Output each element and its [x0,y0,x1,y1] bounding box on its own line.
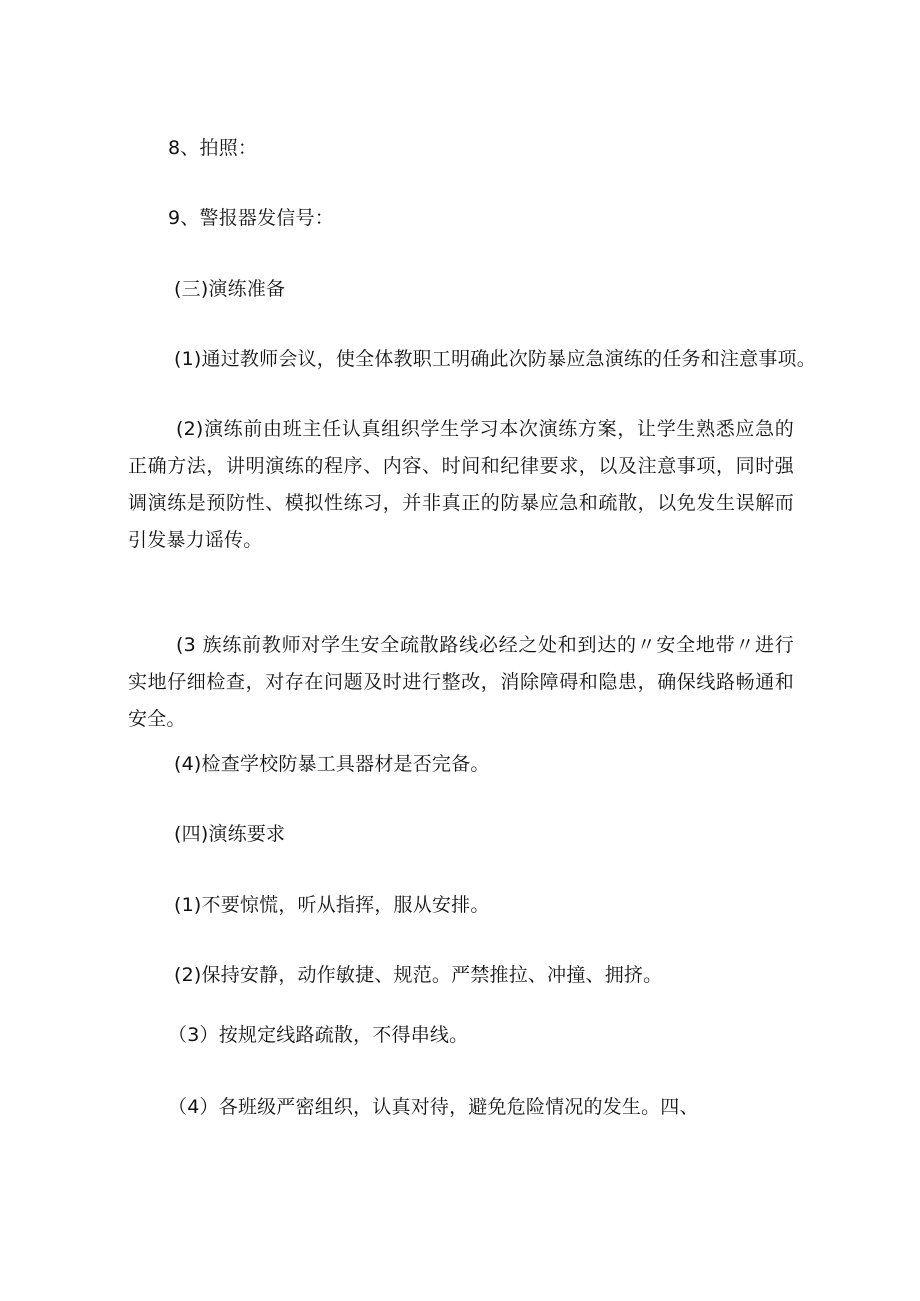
section-heading-drill-requirements: (四)演练要求 [174,823,286,845]
preparation-item-2: (2)演练前由班主任认真组织学生学习本次演练方案，让学生熟悉应急的正确方法，讲明演练的程序、内容、时间和纪律要求，以及注意事项，同时强调演练是预防性、模拟性练习，并非真正的防暴应急和疏散，以免发生误解而引发暴力谣传。 [128,418,794,551]
requirement-item-1: (1)不要惊慌，听从指挥，服从安排。 [174,894,490,916]
preparation-item-3: (3 族练前教师对学生安全疏散路线必经之处和到达的〃安全地带〃进行实地仔细检查，对存在问题及时进行整改，消除障碍和隐患，确保线路畅通和安全。 [128,634,794,730]
section-heading-drill-preparation: (三)演练准备 [174,278,286,300]
requirement-item-3: （3）按规定线路疏散，不得串线。 [168,1024,469,1046]
preparation-item-4: (4)检查学校防暴工具器材是否完备。 [174,753,490,775]
preparation-item-1: (1)通过教师会议，使全体教职工明确此次防暴应急演练的任务和注意事项。 [174,348,816,370]
list-item-8-photo: 8、拍照： [168,137,258,159]
requirement-item-2: (2)保持安静，动作敏捷、规范。严禁推拉、冲撞、拥挤。 [174,964,663,986]
requirement-item-4: （4）各班级严密组织，认真对待，避免危险情况的发生。四、 [168,1096,699,1118]
list-item-9-alarm-signal: 9、警报器发信号： [168,207,334,229]
